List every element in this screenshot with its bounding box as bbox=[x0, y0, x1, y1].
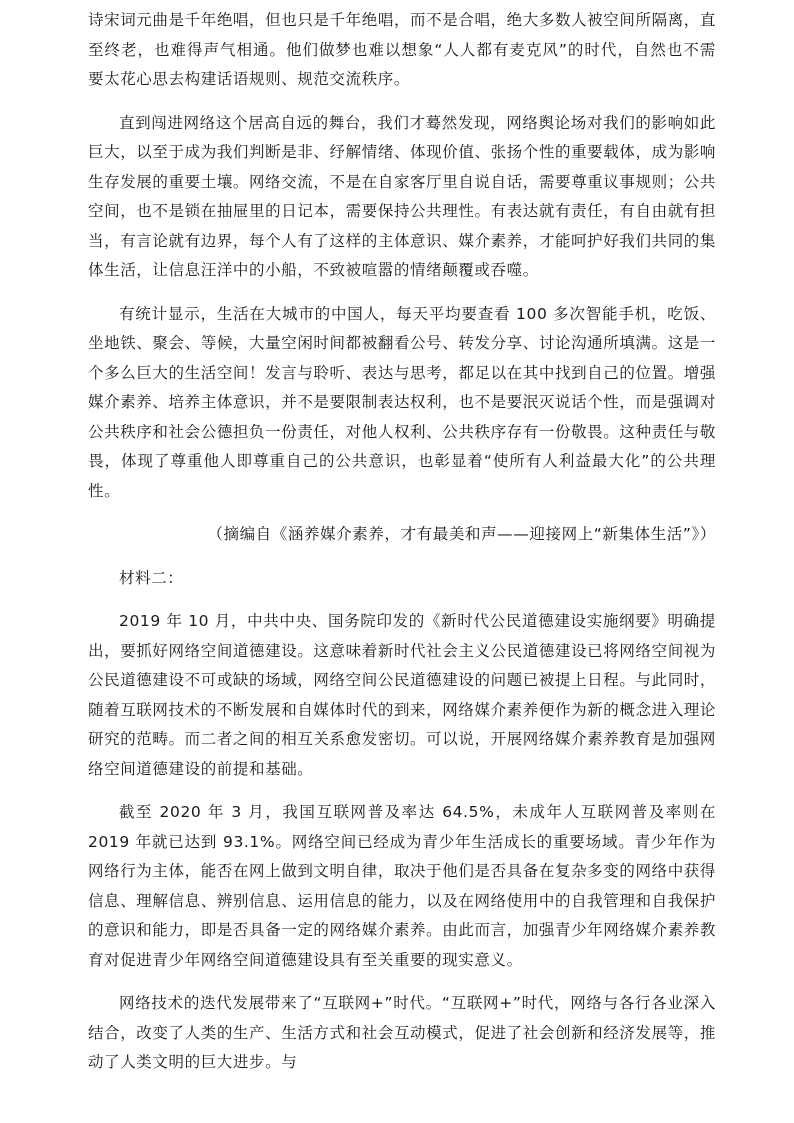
paragraph-5: 截至 2020 年 3 月，我国互联网普及率达 64.5%，未成年人互联网普及率则在 2019 年就已达到 93.1%。网络空间已经成为青少年生活成长的重要场域。青少年作为网络行为主体，能否在网上做到文明自律，取决于他们是否具备在复杂多变的网络中获得信息、理解信息、辨别信息、运用信息的能力，以及在网络使用中的自我管理和自我保护的意识和能力，即是否具备一定的网络媒介素养。由此而言，加强青少年网络媒介素养教育对促进青少年网络空间道德建设具有至关重要的现实意义。 bbox=[88, 803, 716, 969]
paragraph-1: 诗宋词元曲是千年绝唱，但也只是千年绝唱，而不是合唱，绝大多数人被空间所隔离，直至终老，也难得声气相通。他们做梦也难以想象“人人都有麦克风”的时代，自然也不需要太花心思去构建话语规则、规范交流秩序。 bbox=[88, 11, 716, 88]
paragraph-6: 网络技术的迭代发展带来了“互联网+”时代。“互联网+”时代，网络与各行各业深入结合，改变了人类的生产、生活方式和社会互动模式，促进了社会创新和经济发展等，推动了人类文明的巨大进步。与 bbox=[88, 994, 716, 1071]
source-citation: （摘编自《涵养媒介素养，才有最美和声——迎接网上“新集体生活”》） bbox=[207, 525, 716, 543]
paragraph-4: 2019 年 10 月，中共中央、国务院印发的《新时代公民道德建设实施纲要》明确提出，要抓好网络空间道德建设。这意味着新时代社会主义公民道德建设已将网络空间视为公民道德建设不可或缺的场域，网络空间公民道德建设的问题已被提上日程。与此同时，随着互联网技术的不断发展和自媒体时代的到来，网络媒介素养便作为新的概念进入理论研究的范畴。而二者之间的相互关系愈发密切。可以说，开展网络媒介素养教育是加强网络空间道德建设的前提和基础。 bbox=[88, 612, 716, 778]
paragraph-3: 有统计显示，生活在大城市的中国人，每天平均要查看 100 多次智能手机，吃饭、坐地铁、聚会、等候，大量空闲时间都被翻看公号、转发分享、讨论沟通所填满。这是一个多么巨大的生活空间！发言与聆听、表达与思考，都足以在其中找到自己的位置。增强媒介素养、培养主体意识，并不是要限制表达权利，也不是要泯灭说话个性，而是强调对公共秩序和社会公德担负一份责任，对他人权利、公共秩序存有一份敬畏。这种责任与敬畏，体现了尊重他人即尊重自己的公共意识，也彰显着“使所有人利益最大化”的公共理性。 bbox=[88, 304, 716, 500]
paragraph-2: 直到闯进网络这个居高自远的舞台，我们才蓦然发现，网络舆论场对我们的影响如此巨大，以至于成为我们判断是非、纾解情绪、体现价值、张扬个性的重要载体，成为影响生存发展的重要土壤。网络交流，不是在自家客厅里自说自话，需要尊重议事规则；公共空间，也不是锁在抽屉里的日记本，需要保持公共理性。有表达就有责任，有自由就有担当，有言论就有边界，每个人有了这样的主体意识、媒介素养，才能呵护好我们共同的集体生活，让信息汪洋中的小船，不致被喧嚣的情绪颠覆或吞噬。 bbox=[88, 113, 716, 279]
material-two-label: 材料二： bbox=[119, 568, 184, 587]
